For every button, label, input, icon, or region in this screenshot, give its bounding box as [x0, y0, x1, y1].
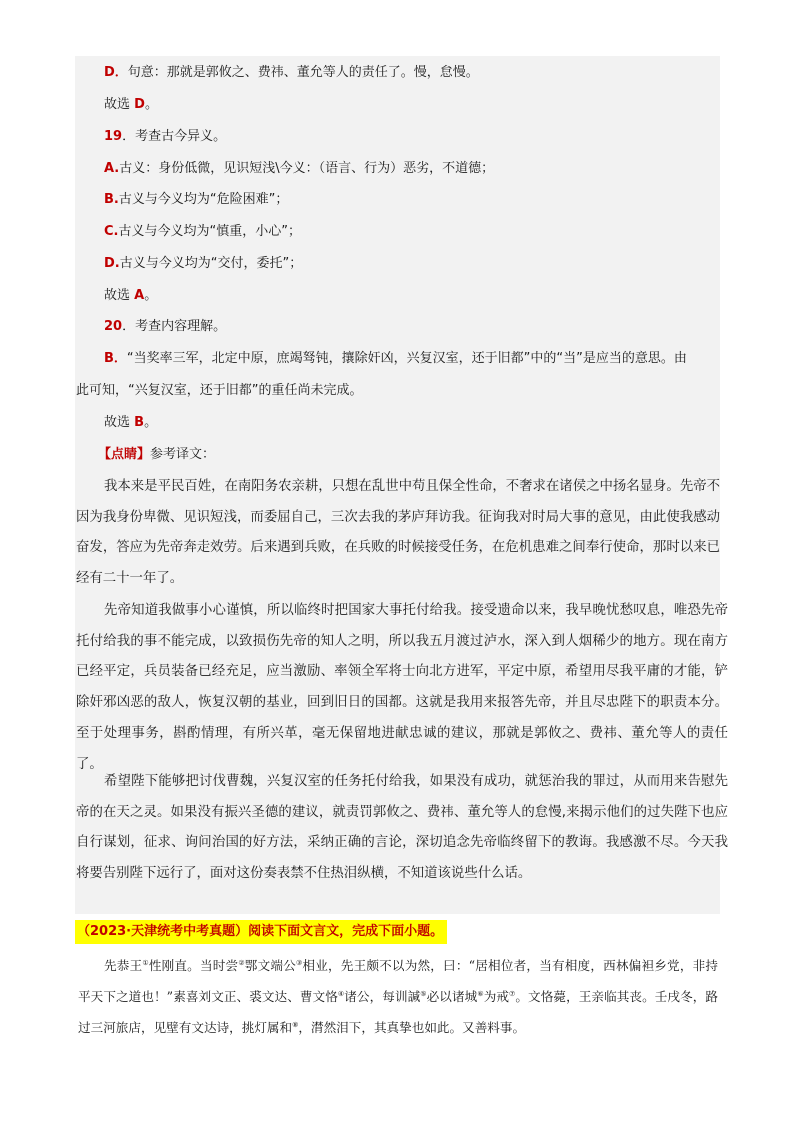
footnote-marker[interactable]: ⑧ [292, 1020, 299, 1029]
question-source-banner [75, 920, 447, 944]
option-label: D. [104, 256, 120, 271]
translation-paragraph-1: 我本来是平民百姓，在南阳务农亲耕，只想在乱世中苟且保全性命，不奢求在诸侯之中扬名显身。先帝不因为我身份卑微、见识短浅，而委屈自己，三次去我的茅庐拜访我。征询我对时局大事的意见，由此使我感动奋发，答应为先帝奔走效劳。后来遇到兵败，在兵败的时候接受任务，在危机患难之间奉行使命，那时以来已经有二十一年了。 [76, 479, 720, 587]
question-number: 19 [104, 129, 123, 144]
translation-paragraph-2: 先帝知道我做事小心谨慎，所以临终时把国家大事托付给我。接受遗命以来，我早晚忧愁叹息，唯恐先帝托付给我的事不能完成，以致损伤先帝的知人之明，所以我五月渡过泸水，深入到人烟稀少的地方。现在南方已经平定，兵员装备已经充足，应当激励、率领全军将士向北方进军，平定中原，希望用尽我平庸的才能，铲除奸邪凶恶的敌人，恢复汉朝的基业，回到旧日的国都。这就是我用来报答先帝，并且尽忠陛下的职责本分。至于处理事务，斟酌情理，有所兴革，毫无保留地进献忠诚的建议，那就是郭攸之、费祎、董允等人的责任了。 [76, 603, 728, 772]
q19-option-d: D.古义与今义均为“交付，委托”； [104, 256, 303, 271]
option-label: A. [104, 161, 120, 176]
option-label: B. [104, 192, 119, 207]
answer-letter: A [134, 288, 145, 303]
question-19-heading: 19．考查古今异义。 [104, 129, 227, 144]
option-text: 句意：那就是郭攸之、费祎、董允等人的责任了。慢，怠慢。 [127, 65, 479, 80]
option-label: B． [104, 351, 127, 366]
option-label: D． [104, 65, 128, 80]
footnote-marker[interactable]: ⑤ [420, 989, 427, 998]
q20-option-b-line2: 此可知，“兴复汉室，还于旧都”的重任尚未完成。 [76, 383, 363, 398]
answer-d-line [104, 64, 479, 82]
q19-option-b: B.古义与今义均为“危险困难”； [104, 192, 289, 207]
footnote-marker[interactable]: ③ [295, 958, 303, 967]
footnote-marker[interactable]: ① [142, 958, 149, 967]
q19-option-c: C.古义与今义均为“慎重，小心”； [104, 224, 301, 239]
choose-a-line: 故选 A。 [104, 288, 158, 303]
question-number: 20 [104, 319, 123, 334]
dianjing-label: 【点睛】 [98, 447, 151, 462]
question-20-heading: 20．考查内容理解。 [104, 319, 227, 334]
choose-b-line: 故选 B。 [104, 415, 158, 430]
dianjing-line: 【点睛】参考译文： [98, 447, 216, 462]
instruction-text: 阅读下面文言文，完成下面小题。 [248, 924, 444, 939]
answer-letter: D [134, 97, 145, 112]
answer-letter: B [134, 415, 145, 430]
footnote-marker[interactable]: ④ [337, 989, 345, 998]
classical-chinese-passage: 先恭王①性刚直。当时尝②鄂文端公③相业，先王颇不以为然，曰：“居相位者，当有相度，西林偏袒乡党，非持平天下之道也！”素喜刘文正、裘文达、曹文恪④诸公，每训諴⑤必以诸城⑥为戒⑦。文恪薨，王亲临其丧。壬戌冬，路过三河旅店，见壁有文达诗，挑灯属和⑧，潸然泪下，其真挚也如此。又善料事。 [78, 958, 719, 1035]
footnote-marker[interactable]: ⑥ [477, 989, 484, 998]
footnote-marker[interactable]: ② [238, 958, 245, 967]
option-label: C. [104, 224, 119, 239]
exam-source: （2023·天津统考中考真题） [77, 924, 249, 939]
q20-option-b-line1: B．“当奖率三军，北定中原，庶竭驽钝，攘除奸凶，兴复汉室，还于旧都”中的“当”是应当的意思。由 [104, 351, 687, 366]
q19-option-a: A.古义：身份低微，见识短浅\今义：（语言、行为）恶劣，不道德； [104, 161, 495, 176]
footnote-marker[interactable]: ⑦ [509, 989, 516, 998]
translation-paragraph-3: 希望陛下能够把讨伐曹魏，兴复汉室的任务托付给我，如果没有成功，就惩治我的罪过，从而用来告慰先帝的在天之灵。如果没有振兴圣德的建议，就责罚郭攸之、费祎、董允等人的怠慢,来揭示他们的过失陛下也应自行谋划，征求、询问治国的好方法，采纳正确的言论，深切追念先帝临终留下的教诲。我感激不尽。今天我将要告别陛下远行了，面对这份奏表禁不住热泪纵横，不知道该说些什么话。 [76, 774, 728, 882]
choose-d-line: 故选 D。 [104, 97, 158, 112]
